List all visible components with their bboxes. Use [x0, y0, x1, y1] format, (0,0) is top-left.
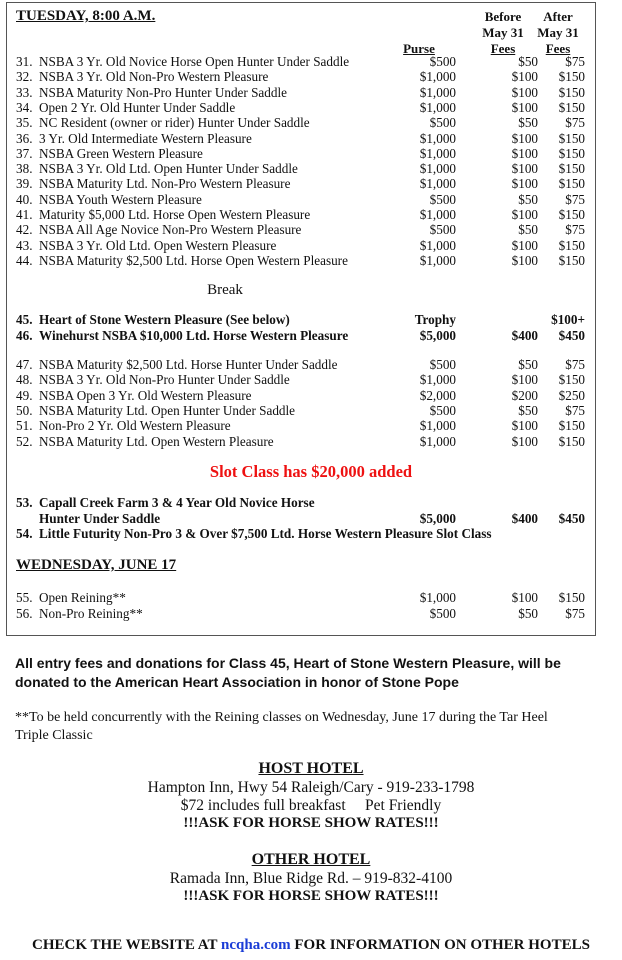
class-name: Open 2 Yr. Old Hunter Under Saddle	[39, 99, 236, 115]
after-column-header-2: May 31	[537, 25, 579, 40]
class-number: 50.	[16, 402, 33, 418]
class-fee-after: $75	[565, 357, 585, 372]
class-row	[16, 146, 586, 161]
class-purse: $1,000	[419, 161, 456, 177]
class-number: 35.	[16, 115, 33, 131]
class-purse: $5,000	[419, 511, 456, 526]
class-fee-before: $400	[511, 327, 538, 343]
class-purse: $500	[429, 605, 456, 621]
class-name: NSBA 3 Yr. Old Non-Pro Western Pleasure	[39, 69, 269, 85]
class-purse: $500	[429, 402, 456, 418]
class-name: NC Resident (owner or rider) Hunter Under Saddle	[39, 115, 310, 131]
class-fee-before: $50	[518, 222, 538, 238]
class-row	[16, 434, 586, 449]
class-purse: $1,000	[419, 433, 456, 449]
class-purse: $5,000	[419, 327, 456, 343]
class-row	[16, 253, 586, 268]
class-number: 42.	[16, 222, 33, 238]
class-number: 48.	[16, 372, 33, 388]
class-name: Heart of Stone Western Pleasure (See below)	[39, 312, 290, 327]
class-row	[16, 192, 586, 207]
class-fee-after: $150	[558, 237, 585, 253]
host-hotel-rates: !!!ASK FOR HORSE SHOW RATES!!!	[183, 815, 439, 831]
class-purse: $1,000	[419, 237, 456, 253]
class-number: 43.	[16, 237, 33, 253]
website-note	[0, 937, 622, 954]
class-fee-after: $150	[558, 145, 585, 161]
class-fee-before: $50	[518, 357, 538, 372]
class-fee-after: $75	[565, 191, 585, 207]
class-row	[16, 100, 586, 115]
class-number: 31.	[16, 54, 33, 69]
class-purse: $1,000	[419, 372, 456, 388]
class-number: 55.	[16, 590, 33, 605]
class-row	[16, 85, 586, 100]
class-purse: $1,000	[419, 130, 456, 146]
class-number: 49.	[16, 387, 33, 403]
class-fee-before: $100	[511, 252, 538, 268]
other-hotel-address: Ramada Inn, Blue Ridge Rd. – 919-832-4100	[169, 870, 453, 887]
class-name: NSBA Maturity Ltd. Open Western Pleasure	[39, 433, 274, 449]
class-fee-after: $150	[558, 590, 585, 605]
class-fee-before: $100	[511, 237, 538, 253]
class-fee-after: $150	[558, 207, 585, 222]
class-row	[16, 69, 586, 84]
class-purse: $1,000	[419, 252, 456, 268]
class-fee-before: $200	[511, 387, 538, 403]
class-row	[16, 238, 586, 253]
class-name: NSBA Youth Western Pleasure	[39, 191, 202, 207]
class-fee-after: $450	[558, 511, 585, 526]
class-row	[16, 388, 586, 403]
class-name: 3 Yr. Old Intermediate Western Pleasure	[39, 130, 252, 146]
class-row	[16, 131, 586, 146]
class-row	[16, 328, 586, 343]
class-fee-before: $100	[511, 176, 538, 192]
class-fee-before: $100	[511, 418, 538, 434]
wednesday-heading: WEDNESDAY, JUNE 17	[16, 557, 177, 573]
class-purse: $1,000	[419, 99, 456, 115]
class-row	[16, 207, 586, 222]
tuesday-heading: TUESDAY, 8:00 A.M.	[16, 8, 156, 24]
class-purse: $1,000	[419, 145, 456, 161]
class-row	[16, 418, 586, 433]
class-number: 40.	[16, 191, 33, 207]
class-fee-after: $150	[558, 252, 585, 268]
donation-note-line2: donated to the American Heart Association in honor of Stone Pope	[15, 674, 459, 690]
class-row	[16, 590, 586, 605]
class-number: 37.	[16, 145, 33, 161]
after-column-header-1: After	[543, 9, 573, 24]
class-name: Non-Pro 2 Yr. Old Western Pleasure	[39, 418, 231, 434]
class-row	[16, 495, 586, 510]
class-fee-before: $100	[511, 69, 538, 85]
class-name: NSBA 3 Yr. Old Non-Pro Hunter Under Saddle	[39, 372, 290, 388]
class-fee-after: $150	[558, 418, 585, 434]
class-name: Capall Creek Farm 3 & 4 Year Old Novice Horse	[39, 495, 315, 510]
class-purse: Trophy	[414, 312, 456, 327]
class-number: 45.	[16, 312, 33, 327]
class-fee-before: $50	[518, 54, 538, 69]
class-fee-after: $75	[565, 402, 585, 418]
class-number: 46.	[16, 327, 33, 343]
class-row	[16, 372, 586, 387]
class-number: 39.	[16, 176, 33, 192]
class-name: NSBA Open 3 Yr. Old Western Pleasure	[39, 387, 252, 403]
website-link[interactable]: ncqha.com	[221, 937, 291, 953]
class-purse: $1,000	[419, 590, 456, 605]
class-number: 41.	[16, 207, 33, 222]
class-name: NSBA Maturity $2,500 Ltd. Horse Open Western Pleasure	[39, 252, 348, 268]
other-hotel-heading: OTHER HOTEL	[251, 851, 371, 868]
class-row	[16, 176, 586, 191]
class-row	[16, 312, 586, 327]
class-fee-after: $150	[558, 69, 585, 85]
class-number: 44.	[16, 252, 33, 268]
class-name: NSBA Maturity Non-Pro Hunter Under Saddle	[39, 84, 287, 100]
class-row	[16, 357, 586, 372]
purse-column-header: Purse	[403, 41, 435, 56]
class-number: 51.	[16, 418, 33, 434]
class-fee-before: $50	[518, 115, 538, 131]
class-row	[16, 403, 586, 418]
class-row	[16, 526, 586, 541]
after-column-header-3: Fees	[545, 41, 571, 56]
class-fee-before: $100	[511, 84, 538, 100]
reining-note-line2: Triple Classic	[15, 728, 93, 743]
class-fee-before: $100	[511, 145, 538, 161]
class-row	[16, 222, 586, 237]
class-fee-before: $100	[511, 433, 538, 449]
class-fee-after: $150	[558, 372, 585, 388]
class-name: NSBA Maturity $2,500 Ltd. Horse Hunter Under Saddle	[39, 357, 338, 372]
class-purse: $1,000	[419, 69, 456, 85]
class-fee-after: $150	[558, 161, 585, 177]
class-name: Maturity $5,000 Ltd. Horse Open Western Pleasure	[39, 207, 311, 222]
class-name: NSBA Maturity Ltd. Non-Pro Western Pleasure	[39, 176, 291, 192]
before-column-header-3: Fees	[490, 41, 516, 56]
class-fee-after: $150	[558, 176, 585, 192]
class-name-line2: Hunter Under Saddle	[39, 511, 161, 526]
class-number: 56.	[16, 605, 33, 621]
website-note-prefix: CHECK THE WEBSITE AT	[32, 937, 222, 953]
class-fee-after: $100+	[551, 312, 585, 327]
class-name: Little Futurity Non-Pro 3 & Over $7,500 Ltd. Horse Western Pleasure Slot Class	[39, 526, 492, 541]
class-fee-before: $100	[511, 590, 538, 605]
class-fee-after: $75	[565, 605, 585, 621]
class-fee-before: $100	[511, 207, 538, 222]
class-fee-before: $100	[511, 99, 538, 115]
class-purse: $1,000	[419, 176, 456, 192]
class-purse: $500	[429, 357, 456, 372]
class-name: NSBA 3 Yr. Old Novice Horse Open Hunter Under Saddle	[39, 54, 350, 69]
class-fee-after: $450	[558, 327, 585, 343]
class-fee-after: $150	[558, 433, 585, 449]
class-fee-after: $75	[565, 222, 585, 238]
class-row	[16, 54, 586, 69]
class-purse: $500	[429, 222, 456, 238]
class-number: 36.	[16, 130, 33, 146]
class-purse: $500	[429, 54, 456, 69]
class-fee-after: $250	[558, 387, 585, 403]
class-number: 54.	[16, 526, 33, 541]
other-hotel-rates: !!!ASK FOR HORSE SHOW RATES!!!	[183, 888, 439, 904]
class-row	[16, 115, 586, 130]
class-number: 38.	[16, 161, 33, 177]
class-name: Winehurst NSBA $10,000 Ltd. Horse Western Pleasure	[39, 327, 349, 343]
class-row	[16, 161, 586, 176]
class-purse: $1,000	[419, 207, 456, 222]
class-number: 34.	[16, 99, 33, 115]
slot-class-banner: Slot Class has $20,000 added	[209, 462, 413, 481]
host-hotel-address: Hampton Inn, Hwy 54 Raleigh/Cary - 919-233-1798	[147, 779, 475, 796]
class-fee-before: $400	[511, 511, 538, 526]
class-fee-before: $50	[518, 605, 538, 621]
class-name: NSBA Maturity Ltd. Open Hunter Under Saddle	[39, 402, 296, 418]
class-purse: $500	[429, 191, 456, 207]
before-column-header-1: Before	[484, 9, 522, 24]
class-fee-after: $150	[558, 84, 585, 100]
class-fee-before: $100	[511, 372, 538, 388]
class-purse: $500	[429, 115, 456, 131]
class-number: 47.	[16, 357, 33, 372]
class-number: 53.	[16, 495, 33, 510]
host-hotel-details: $72 includes full breakfast Pet Friendly	[180, 797, 442, 814]
class-purse: $1,000	[419, 418, 456, 434]
donation-note-line1: All entry fees and donations for Class 45, Heart of Stone Western Pleasure, will be	[15, 655, 561, 671]
class-name: NSBA All Age Novice Non-Pro Western Pleasure	[39, 222, 302, 238]
class-purse: $2,000	[419, 387, 456, 403]
class-fee-before: $50	[518, 191, 538, 207]
break-label: Break	[207, 282, 243, 298]
class-purse: $1,000	[419, 84, 456, 100]
class-number: 32.	[16, 69, 33, 85]
class-row-continued	[16, 511, 586, 526]
class-fee-after: $75	[565, 115, 585, 131]
reining-note-line1: **To be held concurrently with the Reining classes on Wednesday, June 17 during the Tar Heel	[15, 710, 548, 725]
website-note-suffix: FOR INFORMATION ON OTHER HOTELS	[290, 937, 590, 953]
class-name: NSBA 3 Yr. Old Ltd. Open Hunter Under Saddle	[39, 161, 298, 177]
class-name: Non-Pro Reining**	[39, 605, 143, 621]
class-fee-after: $150	[558, 130, 585, 146]
class-fee-after: $150	[558, 99, 585, 115]
class-fee-before: $50	[518, 402, 538, 418]
host-hotel-heading: HOST HOTEL	[258, 760, 364, 777]
class-fee-before: $100	[511, 130, 538, 146]
class-name: NSBA 3 Yr. Old Ltd. Open Western Pleasure	[39, 237, 277, 253]
before-column-header-2: May 31	[482, 25, 524, 40]
class-name: NSBA Green Western Pleasure	[39, 145, 203, 161]
class-number: 33.	[16, 84, 33, 100]
class-name: Open Reining**	[39, 590, 126, 605]
class-number: 52.	[16, 433, 33, 449]
class-fee-after: $75	[565, 54, 585, 69]
class-row	[16, 606, 586, 621]
class-fee-before: $100	[511, 161, 538, 177]
